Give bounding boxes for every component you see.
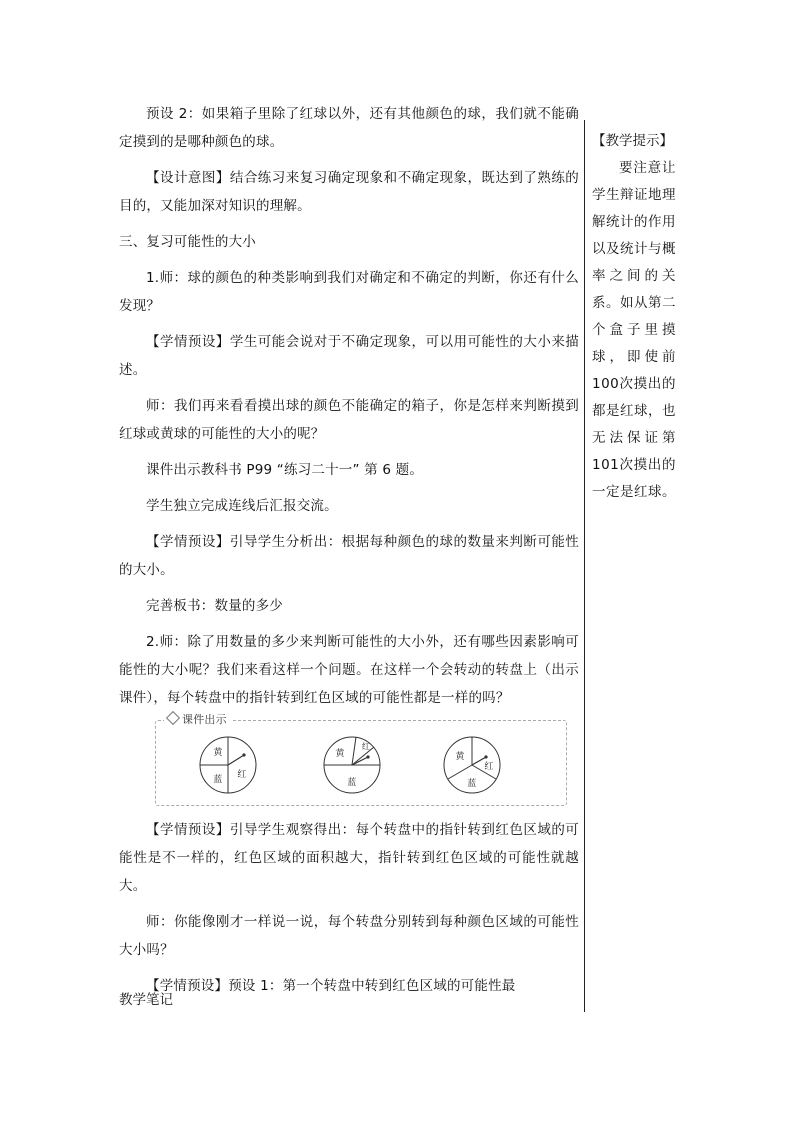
- paragraph: 课件出示教科书 P99 “练习二十一” 第 6 题。: [146, 462, 424, 478]
- teaching-notes-label: 教学笔记: [119, 992, 173, 1008]
- label-yellow: 黄: [335, 749, 345, 759]
- paragraph: 2.师：除了用数量的多少来判断可能性的大小外，还有哪些因素影响可能性的大小呢？我们来看这样一个问题。在这样一个会转动的转盘上（出示课件），每个转盘中的指针转到红色区域的可能性都是一样的吗？: [119, 634, 579, 706]
- spinner-1: [200, 737, 256, 793]
- label-yellow: 黄: [213, 748, 223, 758]
- tips-heading: 【教学提示】: [592, 133, 673, 149]
- paragraph: 师：我们再来看看摸出球的颜色不能确定的箱子，你是怎样来判断摸到红球或黄球的可能性的大小的呢？: [119, 398, 579, 442]
- paragraph: 预设 2：如果箱子里除了红球以外，还有其他颜色的球，我们就不能确定摸到的是哪种颜色的球。: [119, 106, 579, 150]
- spinner-2: [324, 737, 380, 793]
- paragraph: 完善板书：数量的多少: [146, 598, 283, 614]
- section-heading: 三、复习可能性的大小: [119, 234, 256, 250]
- lesson-body: [119, 100, 579, 1008]
- paragraph: 【学情预设】引导学生分析出：根据每种颜色的球的数量来判断可能性的大小。: [119, 534, 579, 578]
- margin-divider: [584, 120, 585, 1012]
- teaching-tips: [592, 128, 676, 506]
- label-red: 红: [484, 762, 494, 772]
- label-blue: 蓝: [347, 778, 357, 788]
- label-blue: 蓝: [467, 779, 477, 789]
- paragraph: 学生独立完成连线后汇报交流。: [146, 498, 338, 514]
- spinner-3: [444, 737, 500, 793]
- figure-tag: 课件出示: [164, 713, 231, 727]
- paragraph: 师：你能像刚才一样说一说，每个转盘分别转到每种颜色区域的可能性大小吗？: [119, 914, 579, 958]
- paragraph: 【学情预设】学生可能会说对于不确定现象，可以用可能性的大小来描述。: [119, 334, 579, 378]
- label-red: 红: [237, 770, 247, 780]
- label-red: 红: [361, 742, 371, 751]
- paragraph: 【设计意图】结合练习来复习确定现象和不确定现象，既达到了熟练的目的，又能加深对知识的理解。: [119, 170, 579, 214]
- paragraph: 【学情预设】预设 1：第一个转盘中转到红色区域的可能性最: [146, 978, 516, 994]
- spinner-figure: [155, 713, 567, 806]
- tips-text: 要注意让学生辩证地理解统计的作用以及统计与概率之间的关系。如从第二个盒子里摸球，即使前100次摸出的都是红球，也无法保证第101次摸出的一定是红球。: [592, 160, 676, 500]
- pointer: [228, 755, 244, 765]
- paragraph: 【学情预设】引导学生观察得出：每个转盘中的指针转到红色区域的可能性是不一样的，红色区域的面积越大，指针转到红色区域的可能性就越大。: [119, 822, 579, 894]
- label-blue: 蓝: [213, 775, 223, 785]
- spinner-diagram: [156, 721, 566, 805]
- paragraph: 1.师：球的颜色的种类影响到我们对确定和不确定的判断，你还有什么发现？: [119, 270, 579, 314]
- label-yellow: 黄: [455, 752, 465, 762]
